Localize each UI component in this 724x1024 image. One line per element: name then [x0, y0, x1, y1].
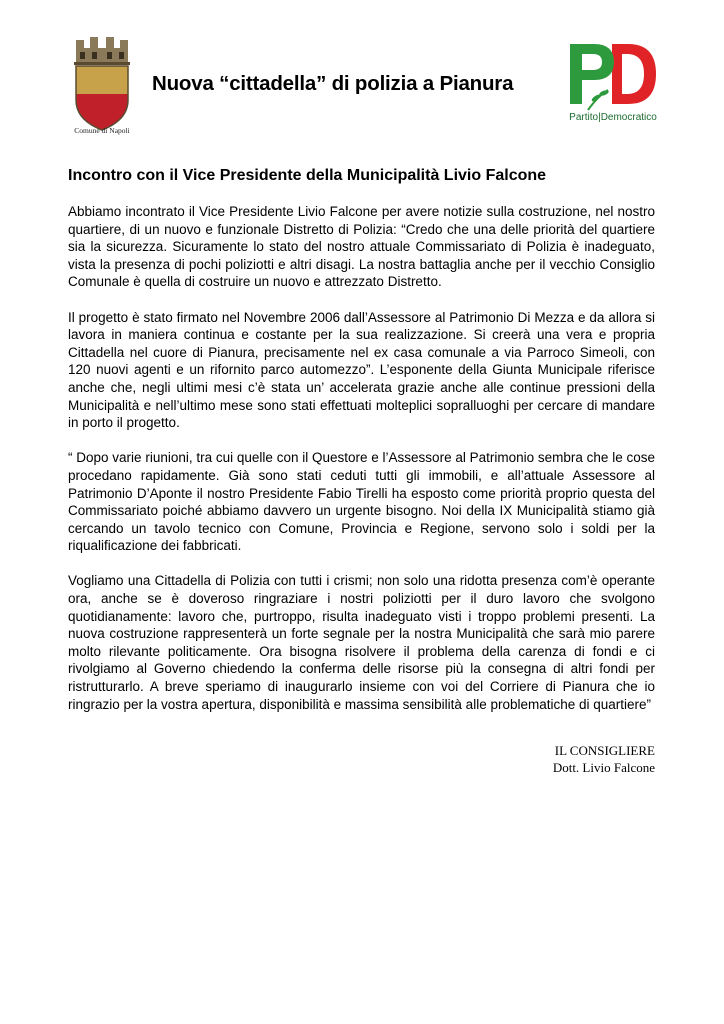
party-name-right: Democratico — [600, 112, 657, 123]
paragraph-1: Abbiamo incontrato il Vice Presidente Livio Falcone per avere notizie sulla costruzione, nel nostro quartiere, di un nuovo e funzionale Distretto di Polizia: “Credo che una delle priorità del quartiere sia la sicurezza. Sicuramente lo stato del nostro attuale Commissariato di Polizia è inadeguato, vista la presenza di pochi poliziotti e altri disagi. La nostra battaglia anche per il vecchio Consiglio Comunale è quella di costruire un nuovo e attrezzato Distretto. — [68, 204, 655, 290]
signature-block — [420, 742, 655, 776]
party-name-left: Partito — [569, 112, 599, 123]
comune-di-napoli-crest-icon — [70, 34, 134, 136]
article-body — [68, 203, 655, 731]
signature-name: Dott. Livio Falcone — [552, 760, 655, 775]
crest-caption: Comune di Napoli — [74, 126, 130, 135]
paragraph-4: Vogliamo una Cittadella di Polizia con tutti i crismi; non solo una ridotta presenza com’è operante ora, anche se è doveroso ringraziare i nostri poliziotti per il duro lavoro che svolgono quotidianamente: lavoro che, purtroppo, risulta inadeguato visti i troppo problemi presenti. La nuova costruzione rappresenterà un forte segnale per la nostra Municipalità che sarà mio parere molto rilevante politicamente. Ora bisogna risolvere il problema della carenza di fondi e ci rivolgiamo al Governo chiedendo la conferma delle risorse più la consegna di altri fondi per ristrutturarlo. A breve speriamo di inaugurarlo insieme con voi del Corriere di Pianura che io ringrazio per la vostra apertura, disponibilità e massima sensibilità alle problematiche di quartiere” — [68, 573, 655, 712]
party-name-separator: | — [598, 112, 601, 123]
paragraph-3: “ Dopo varie riunioni, tra cui quelle con il Questore e l’Assessore al Patrimonio sembra che le cose procedano rapidamente. Già sono stati ceduti tutti gli immobili, e all’attuale Assessore al Patrimonio D’Aponte il nostro Presidente Fabio Tirelli ha esposto come priorità proprio questa del Commissariato poiché abbiamo davvero un urgente bisogno. Noi della IX Municipalità stiamo già cercando un tavolo tecnico con Comune, Provincia e Regione, servono solo i soldi per la riqualificazione dei fabbricati. — [68, 450, 655, 554]
paragraph-2: Il progetto è stato firmato nel Novembre 2006 dall’Assessore al Patrimonio Di Mezza e da allora si lavora in maniera continua e costante per la sua realizzazione. Si creerà una vera e propria Cittadella nel cuore di Pianura, precisamente nel ex casa comunale a via Parroco Simeoli, con 120 nuovi agenti e un rifornito parco automezzo”. L’esponente della Giunta Municipale riferisce anche che, negli ultimi mesi c’è stata un’ accelerata grazie anche alle continue pressioni della Municipalità e nell’ultimo mese sono stati effettuati molteplici sopralluoghi per cercare di mandare in porto il progetto. — [68, 309, 655, 431]
party-name — [560, 112, 666, 123]
article-subtitle: Incontro con il Vice Presidente della Municipalità Livio Falcone — [68, 167, 547, 184]
signature-role: IL CONSIGLIERE — [554, 743, 655, 758]
page-title: Nuova “cittadella” di polizia a Pianura — [152, 72, 514, 95]
